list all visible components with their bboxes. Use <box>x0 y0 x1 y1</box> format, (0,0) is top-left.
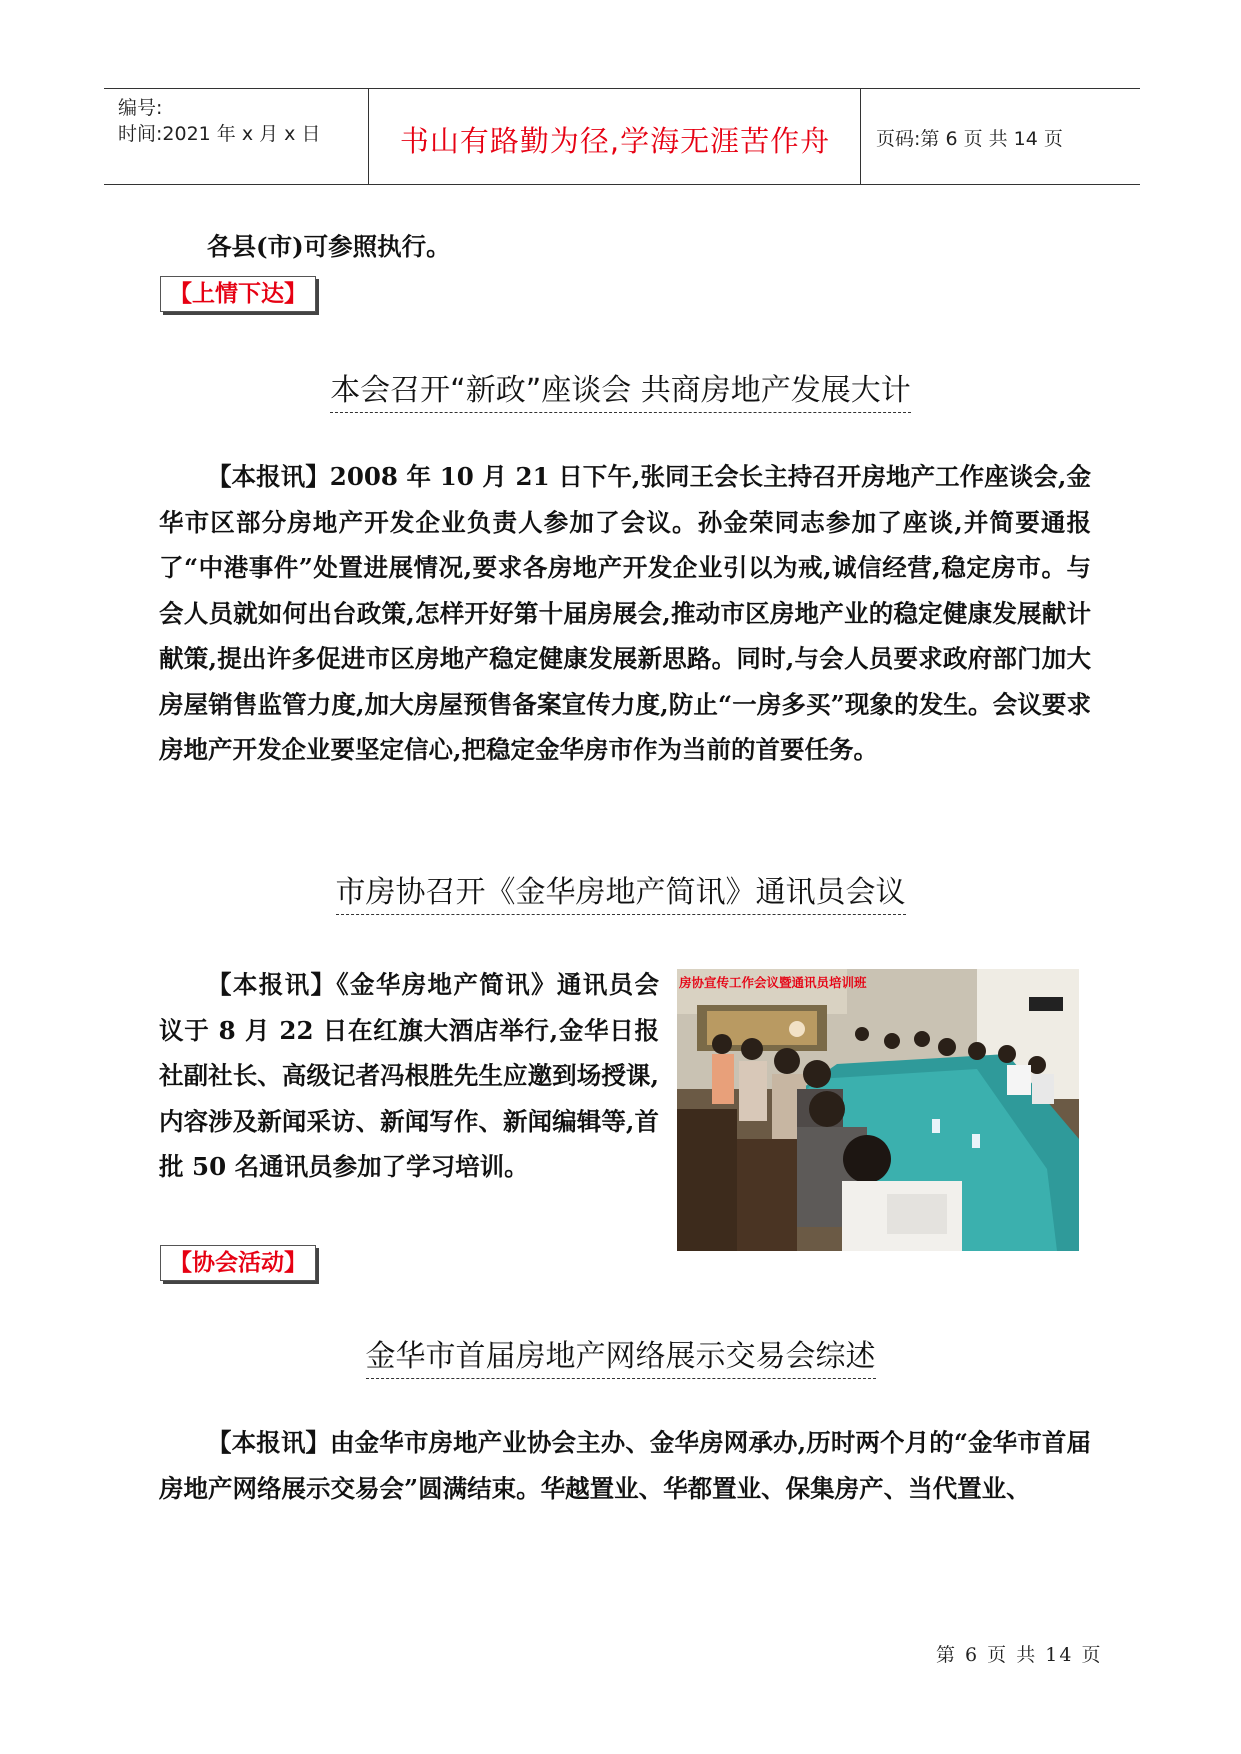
section-tag-xiehui: 【协会活动】 <box>160 1245 316 1281</box>
article-body: 【本报讯】由金华市房地产业协会主办、金华房网承办,历时两个月的“金华市首届房地产网络展示交易会”圆满结束。华越置业、华都置业、保集房产、当代置业、 <box>159 1428 1091 1503</box>
article-title-text: 金华市首届房地产网络展示交易会综述 <box>366 1339 876 1379</box>
article-title <box>0 1331 1241 1375</box>
article-body: 【本报讯】《金华房地产简讯》通讯员会议于 8 月 22 日在红旗大酒店举行,金华日报社副社长、高级记者冯根胜先生应邀到场授课,内容涉及新闻采访、新闻写作、新闻编辑等,首批 50 名通讯员参加了学习培训。 <box>159 970 659 1181</box>
article-title-text: 市房协召开《金华房地产简讯》通讯员会议 <box>336 875 906 915</box>
footer-page-number: 第 6 页 共 14 页 <box>936 1644 1103 1666</box>
article-title <box>0 867 1241 911</box>
article-title-text: 本会召开“新政”座谈会 共商房地产发展大计 <box>330 373 911 413</box>
time-label: 时间:2021 年 x 月 x 日 <box>118 123 321 145</box>
article-body: 【本报讯】2008 年 10 月 21 日下午,张同王会长主持召开房地产工作座谈会,金华市区部分房地产开发企业负责人参加了会议。孙金荣同志参加了座谈,并简要通报了“中港事件”处置进展情况,要求各房地产开发企业引以为戒,诚信经营,稳定房市。与会人员就如何出台政策,怎样开好第十届房展会,推动市区房地产业的稳定健康发展献计献策,提出许多促进市区房地产稳定健康发展新思路。同时,与会人员要求政府部门加大房屋销售监管力度,加大房屋预售备案宣传力度,防止“一房多买”现象的发生。会议要求房地产开发企业要坚定信心,把稳定金华房市作为当前的首要任务。 <box>159 462 1091 764</box>
header-motto-cell <box>370 89 861 184</box>
header-meta-cell <box>104 89 369 184</box>
serial-label: 编号: <box>118 97 163 119</box>
photo-banner: 房协宣传工作会议暨通讯员培训班 <box>679 975 867 990</box>
article-title <box>0 365 1241 409</box>
motto-text: 书山有路勤为径,学海无涯苦作舟 <box>399 124 831 158</box>
intro-line: 各县(市)可参照执行。 <box>207 232 451 261</box>
section-tag-shangqing: 【上情下达】 <box>160 276 316 312</box>
header-page-cell <box>862 89 1140 184</box>
meeting-photo <box>677 969 1079 1251</box>
page-header <box>104 88 1140 185</box>
header-page-code: 页码:第 6 页 共 14 页 <box>876 128 1063 150</box>
